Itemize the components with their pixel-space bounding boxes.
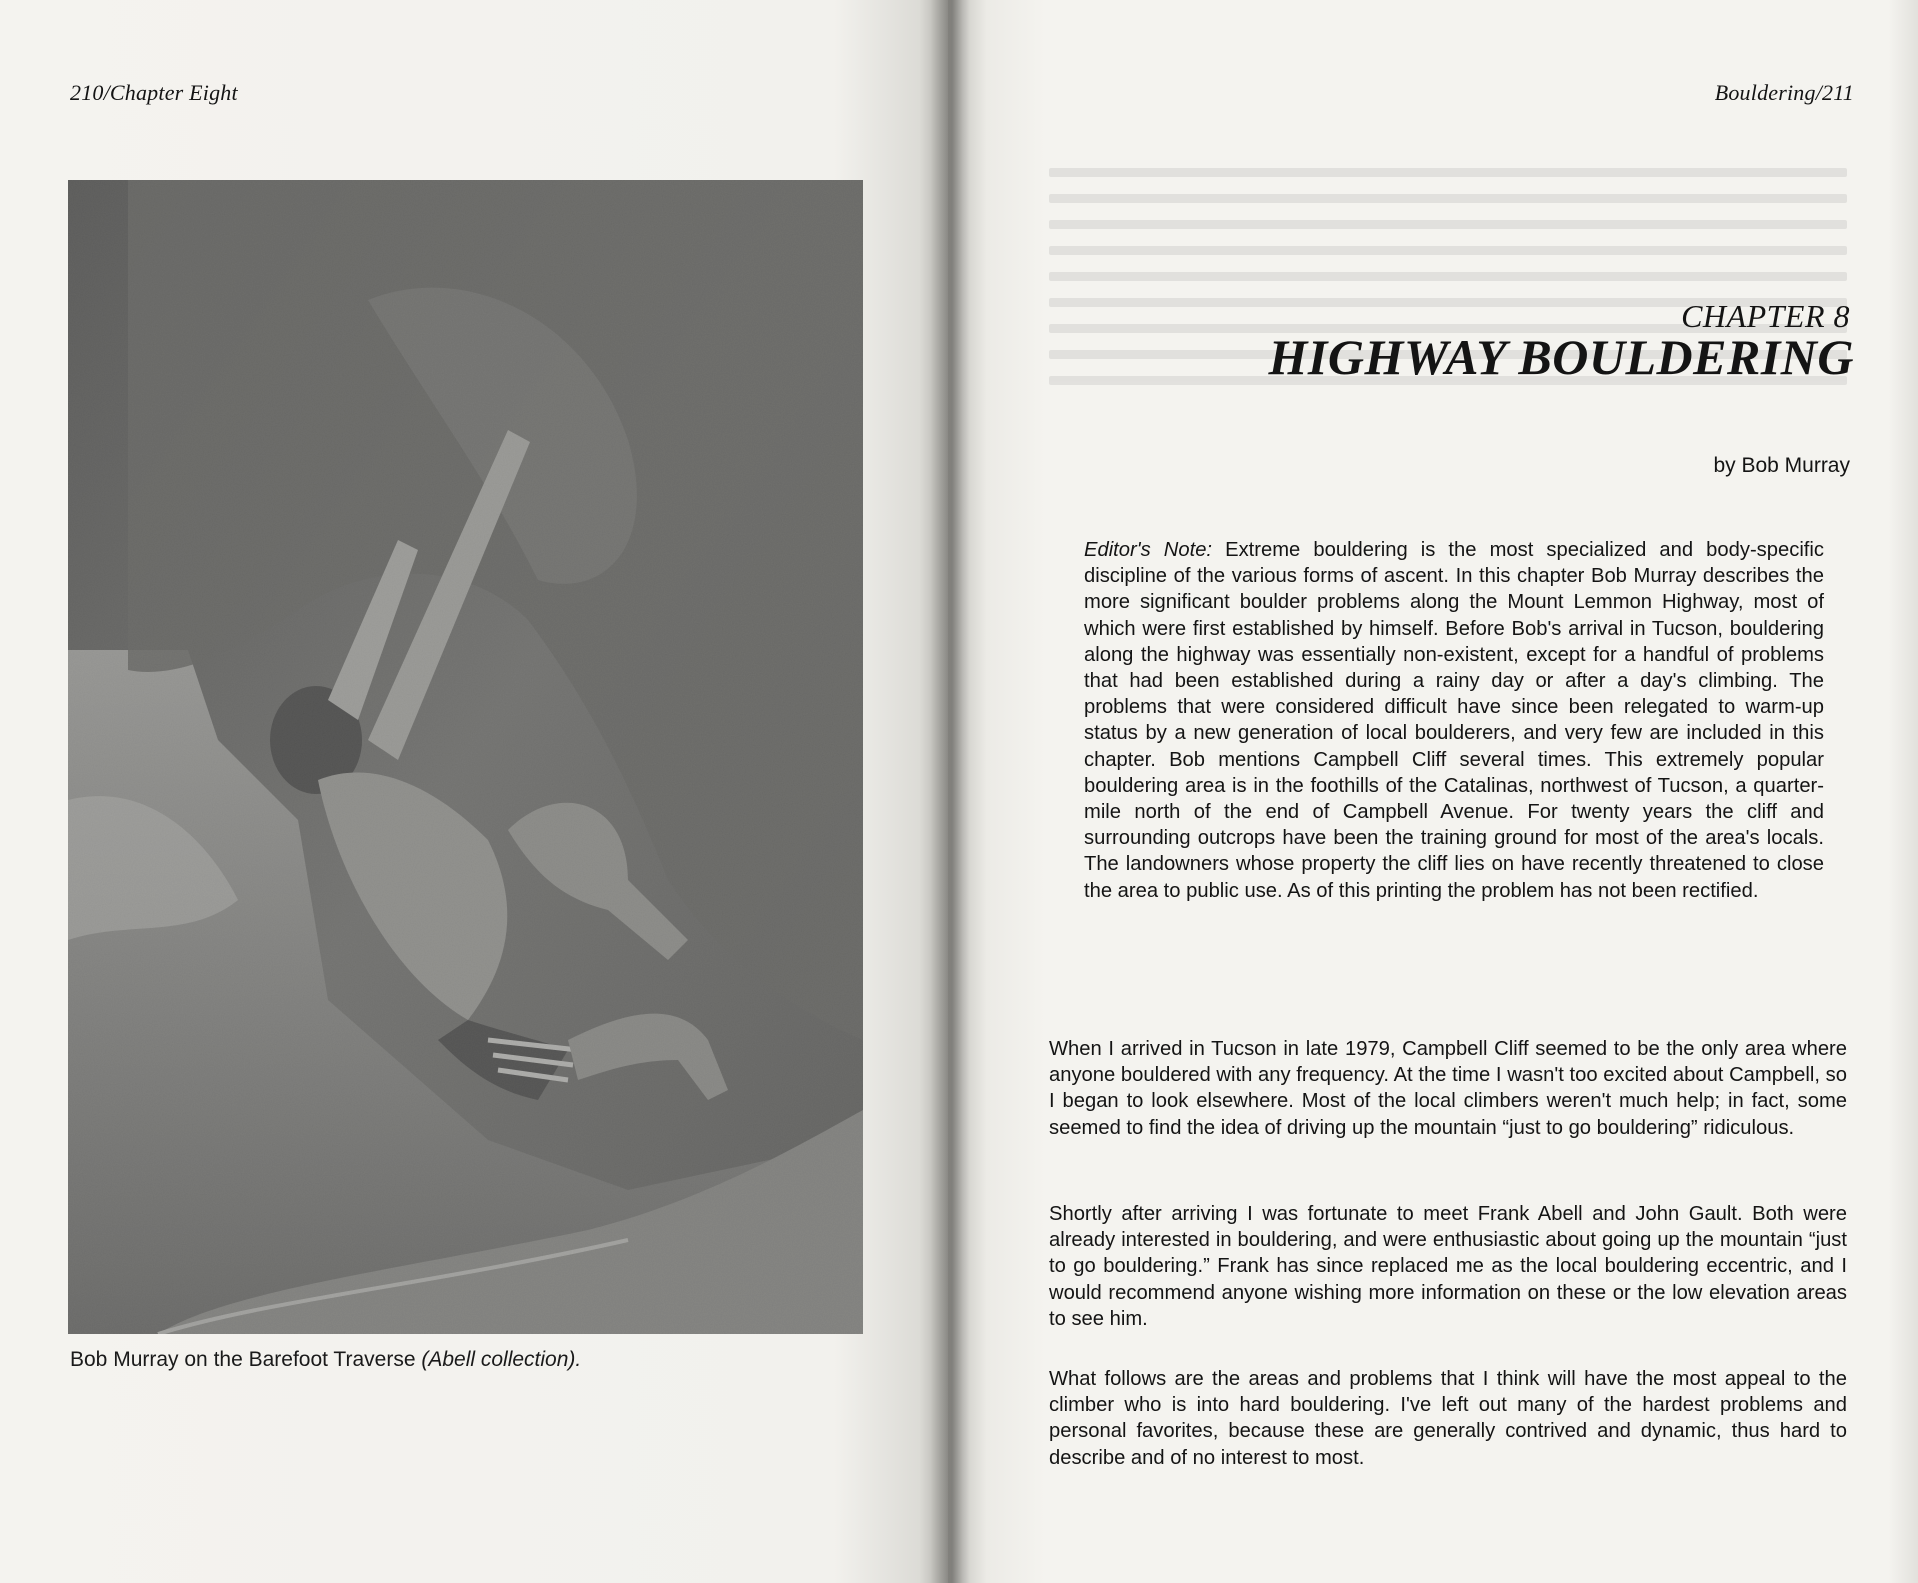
photograph-climber-on-boulder-icon — [68, 180, 863, 1334]
body-paragraph: When I arrived in Tucson in late 1979, Campbell Cliff seemed to be the only area where anyone bouldered with any frequency. At the time I wasn't too excited about Campbell, so I began to look elsewhere. Most of the local climbers weren't much help; in fact, some seemed to find the idea of driving up the mountain “just to go bouldering” ridiculous. — [1049, 1038, 1847, 1139]
chapter-number: CHAPTER 8 — [1681, 298, 1850, 334]
body-paragraph: Shortly after arriving I was fortunate to meet Frank Abell and John Gault. Both were already interested in bouldering, and were enthusiastic about going up the mountain “just to go bouldering.” Frank has since replaced me as the local bouldering eccentric, and I would recommend anyone wishing more information on these or the low elevation areas to see him. — [1049, 1203, 1847, 1330]
running-head-right: Bouldering/211 — [1714, 80, 1854, 105]
climber-photo — [68, 180, 863, 1334]
photo-caption — [70, 1348, 581, 1372]
book-gutter — [930, 0, 970, 1583]
caption-credit: (Abell collection). — [421, 1348, 582, 1371]
running-head-left: 210/Chapter Eight — [70, 80, 238, 105]
left-page — [0, 0, 948, 1583]
editors-note — [1084, 537, 1824, 904]
byline: by Bob Murray — [1713, 454, 1850, 477]
editors-note-lead: Editor's Note: — [1084, 539, 1213, 561]
editors-note-text: Extreme bouldering is the most specialized and body-specific discipline of the various forms of ascent. In this chapter Bob Murray describes the more significant boulder problems along the Mount Lemmon Highway, most of which were first established by himself. Before Bob's arrival in Tucson, bouldering along the highway was essentially non-existent, except for a handful of problems that had been established during a rainy day or after a day's climbing. The problems that were considered difficult have since been relegated to warm-up status by a new generation of local boulderers, and very few are included in this chapter. Bob mentions Campbell Cliff several times. This extremely popular bouldering area is in the foothills of the Catalinas, northwest of Tucson, a quarter-mile north of the end of Campbell Avenue. For twenty years the cliff and surrounding outcrops have been the training ground for most of the area's locals. The landowners whose property the cliff lies on have recently threatened to close the area to public use. As of this printing the problem has not been rectified. — [1084, 539, 1824, 902]
caption-text: Bob Murray on the Barefoot Traverse — [70, 1348, 422, 1371]
chapter-title: HIGHWAY BOULDERING — [1268, 329, 1854, 385]
body-paragraph: What follows are the areas and problems that I think will have the most appeal to the climber who is into hard bouldering. I've left out many of the hardest problems and personal favorites, because these are generally contrived and dynamic, thus hard to describe and of no interest to most. — [1049, 1368, 1847, 1469]
